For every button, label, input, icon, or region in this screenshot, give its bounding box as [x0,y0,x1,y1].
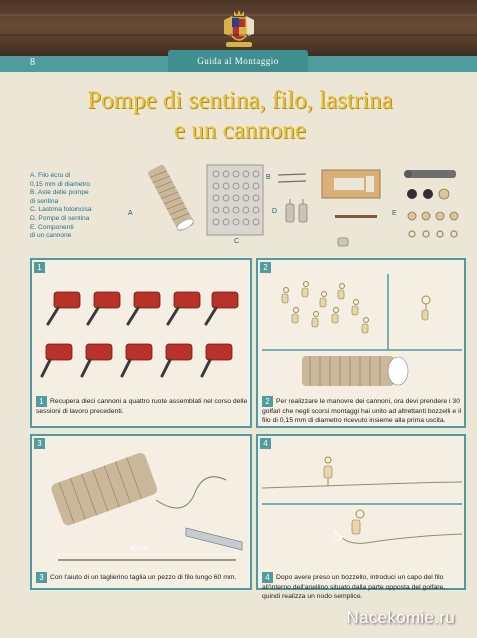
step-4-number: 4 [260,438,271,449]
pump-rods-image [276,170,308,188]
step-2-caption [262,396,462,425]
step-4-panel [256,434,466,600]
wooden-plate-image [320,166,382,202]
step-3-number: 3 [34,438,45,449]
section-tab: Guida al Montaggio [168,50,308,72]
legend-line: di sentina [30,197,59,205]
component-label-c: C [234,238,240,245]
page-title-line2: e un cannone [174,117,306,144]
legend-line: di un cannone [30,232,72,240]
step-2-number: 2 [260,262,271,273]
legend-line: D. Pompe di sentina [30,214,90,222]
thread-spool-image [148,162,194,234]
ten-cannons-image [36,274,246,392]
step-2-caption-number: 2 [262,396,273,407]
site-watermark: Nacekomie.ru [346,608,455,627]
step-3-panel [30,434,252,590]
legend-line: E. Componenti [30,223,74,231]
step-3-caption-number: 3 [36,572,47,583]
components-legend [30,172,120,241]
step-1-number: 1 [34,262,45,273]
legend-line: A. Filo écru di [30,172,71,179]
step-1-caption-text: Recupera dieci cannoni a quattro ruote assemblati nel corso delle sessioni di lavoro precedenti. [36,398,248,415]
component-label-b: B [266,174,271,181]
legend-line: 0,15 mm di diametro [30,180,91,188]
step-4-caption-number: 4 [262,572,273,583]
component-label-e: E [392,210,397,217]
measure-label: 60 mm [130,546,149,552]
eyebolts-blocks-thread-image [262,274,462,392]
step-4-caption [262,572,462,601]
step-3-caption-text: Con l'aiuto di un taglierino taglia un pezzo di filo lungo 60 mm. [50,574,237,581]
royal-crest-icon [214,6,264,52]
legend-line: C. Lastrina fotoincisa [30,206,92,214]
step-3-caption [36,572,248,583]
small-part-image [336,236,350,248]
page-title [40,86,440,146]
cannon-parts-image [396,164,468,244]
step-1-panel [30,258,252,428]
page-number: 8 [30,57,35,68]
step-4-caption-text: Dopo avere preso un bozzello, introduci un capo del filo all'interno dell'anellino situato dalla parte opposta del golfare, quindi realizza un nodo semplice. [262,574,446,600]
step-1-caption [36,396,248,416]
bilge-pumps-image [282,198,312,226]
step-2-panel [256,258,466,428]
component-label-d: D [272,208,278,215]
tying-knot-image [262,450,462,568]
step-2-caption-text: Per realizzare le manovre dei cannoni, ora devi prendere i 30 golfari che negli scorsi montaggi hai unito ad altrettanti bozzelli e il filo di 0,15 mm di diametro ricevuto insieme alla prima uscita. [262,398,462,424]
component-label-a: A [128,210,133,217]
step-1-caption-number: 1 [36,396,47,407]
legend-line: B. Aste delle pompe [30,189,89,197]
page-title-line1: Pompe di sentina, filo, lastrina [87,87,393,114]
photoetched-fret-image [206,164,264,236]
wooden-strip-image [334,212,378,222]
